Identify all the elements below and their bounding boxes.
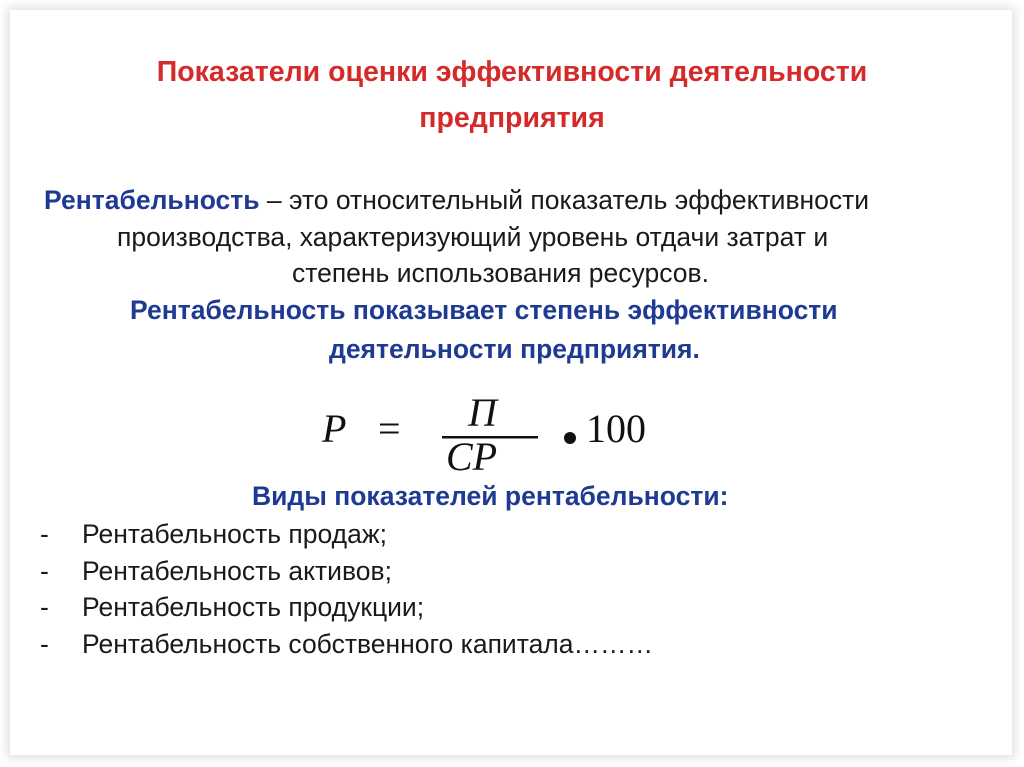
list-item-label: Рентабельность продукции;	[82, 592, 425, 622]
list-item	[40, 554, 653, 591]
list-item	[40, 517, 653, 554]
types-heading: Виды показателей рентабельности:	[252, 481, 729, 511]
list-item-label: Рентабельность активов;	[82, 555, 392, 586]
formula-numerator: П	[468, 392, 497, 435]
definition-term: Рентабельность	[44, 185, 260, 215]
list-bullet: -	[40, 628, 49, 659]
highlight-line-2: деятельности предприятия.	[329, 334, 700, 364]
list-bullet: -	[40, 592, 49, 622]
slide-title-line-2: предприятия	[419, 102, 605, 134]
profitability-formula	[320, 392, 710, 472]
definition-line-1-rest: – это относительный показатель эффективности	[259, 185, 870, 215]
list-bullet: -	[40, 555, 49, 586]
list-item	[40, 590, 653, 627]
formula-equals: =	[378, 406, 401, 451]
types-list	[40, 517, 653, 663]
formula-multiplier: 100	[586, 406, 646, 451]
highlight-line-1: Рентабельность показывает степень эффективности	[130, 295, 838, 325]
definition-line-1	[44, 183, 869, 217]
list-bullet: -	[40, 519, 49, 549]
formula-denominator: CP	[446, 434, 498, 472]
multiply-dot	[564, 432, 576, 444]
list-item-label: Рентабельность собственного капитала………	[82, 628, 654, 659]
list-item	[40, 627, 653, 664]
definition-line-2: производства, характеризующий уровень отдачи затрат и	[117, 222, 829, 252]
list-item-label: Рентабельность продаж;	[82, 519, 387, 549]
slide-title-line-1: Показатели оценки эффективности деятельности	[156, 56, 868, 88]
definition-line-3: степень использования ресурсов.	[292, 258, 709, 288]
formula-lhs: P	[322, 406, 347, 451]
